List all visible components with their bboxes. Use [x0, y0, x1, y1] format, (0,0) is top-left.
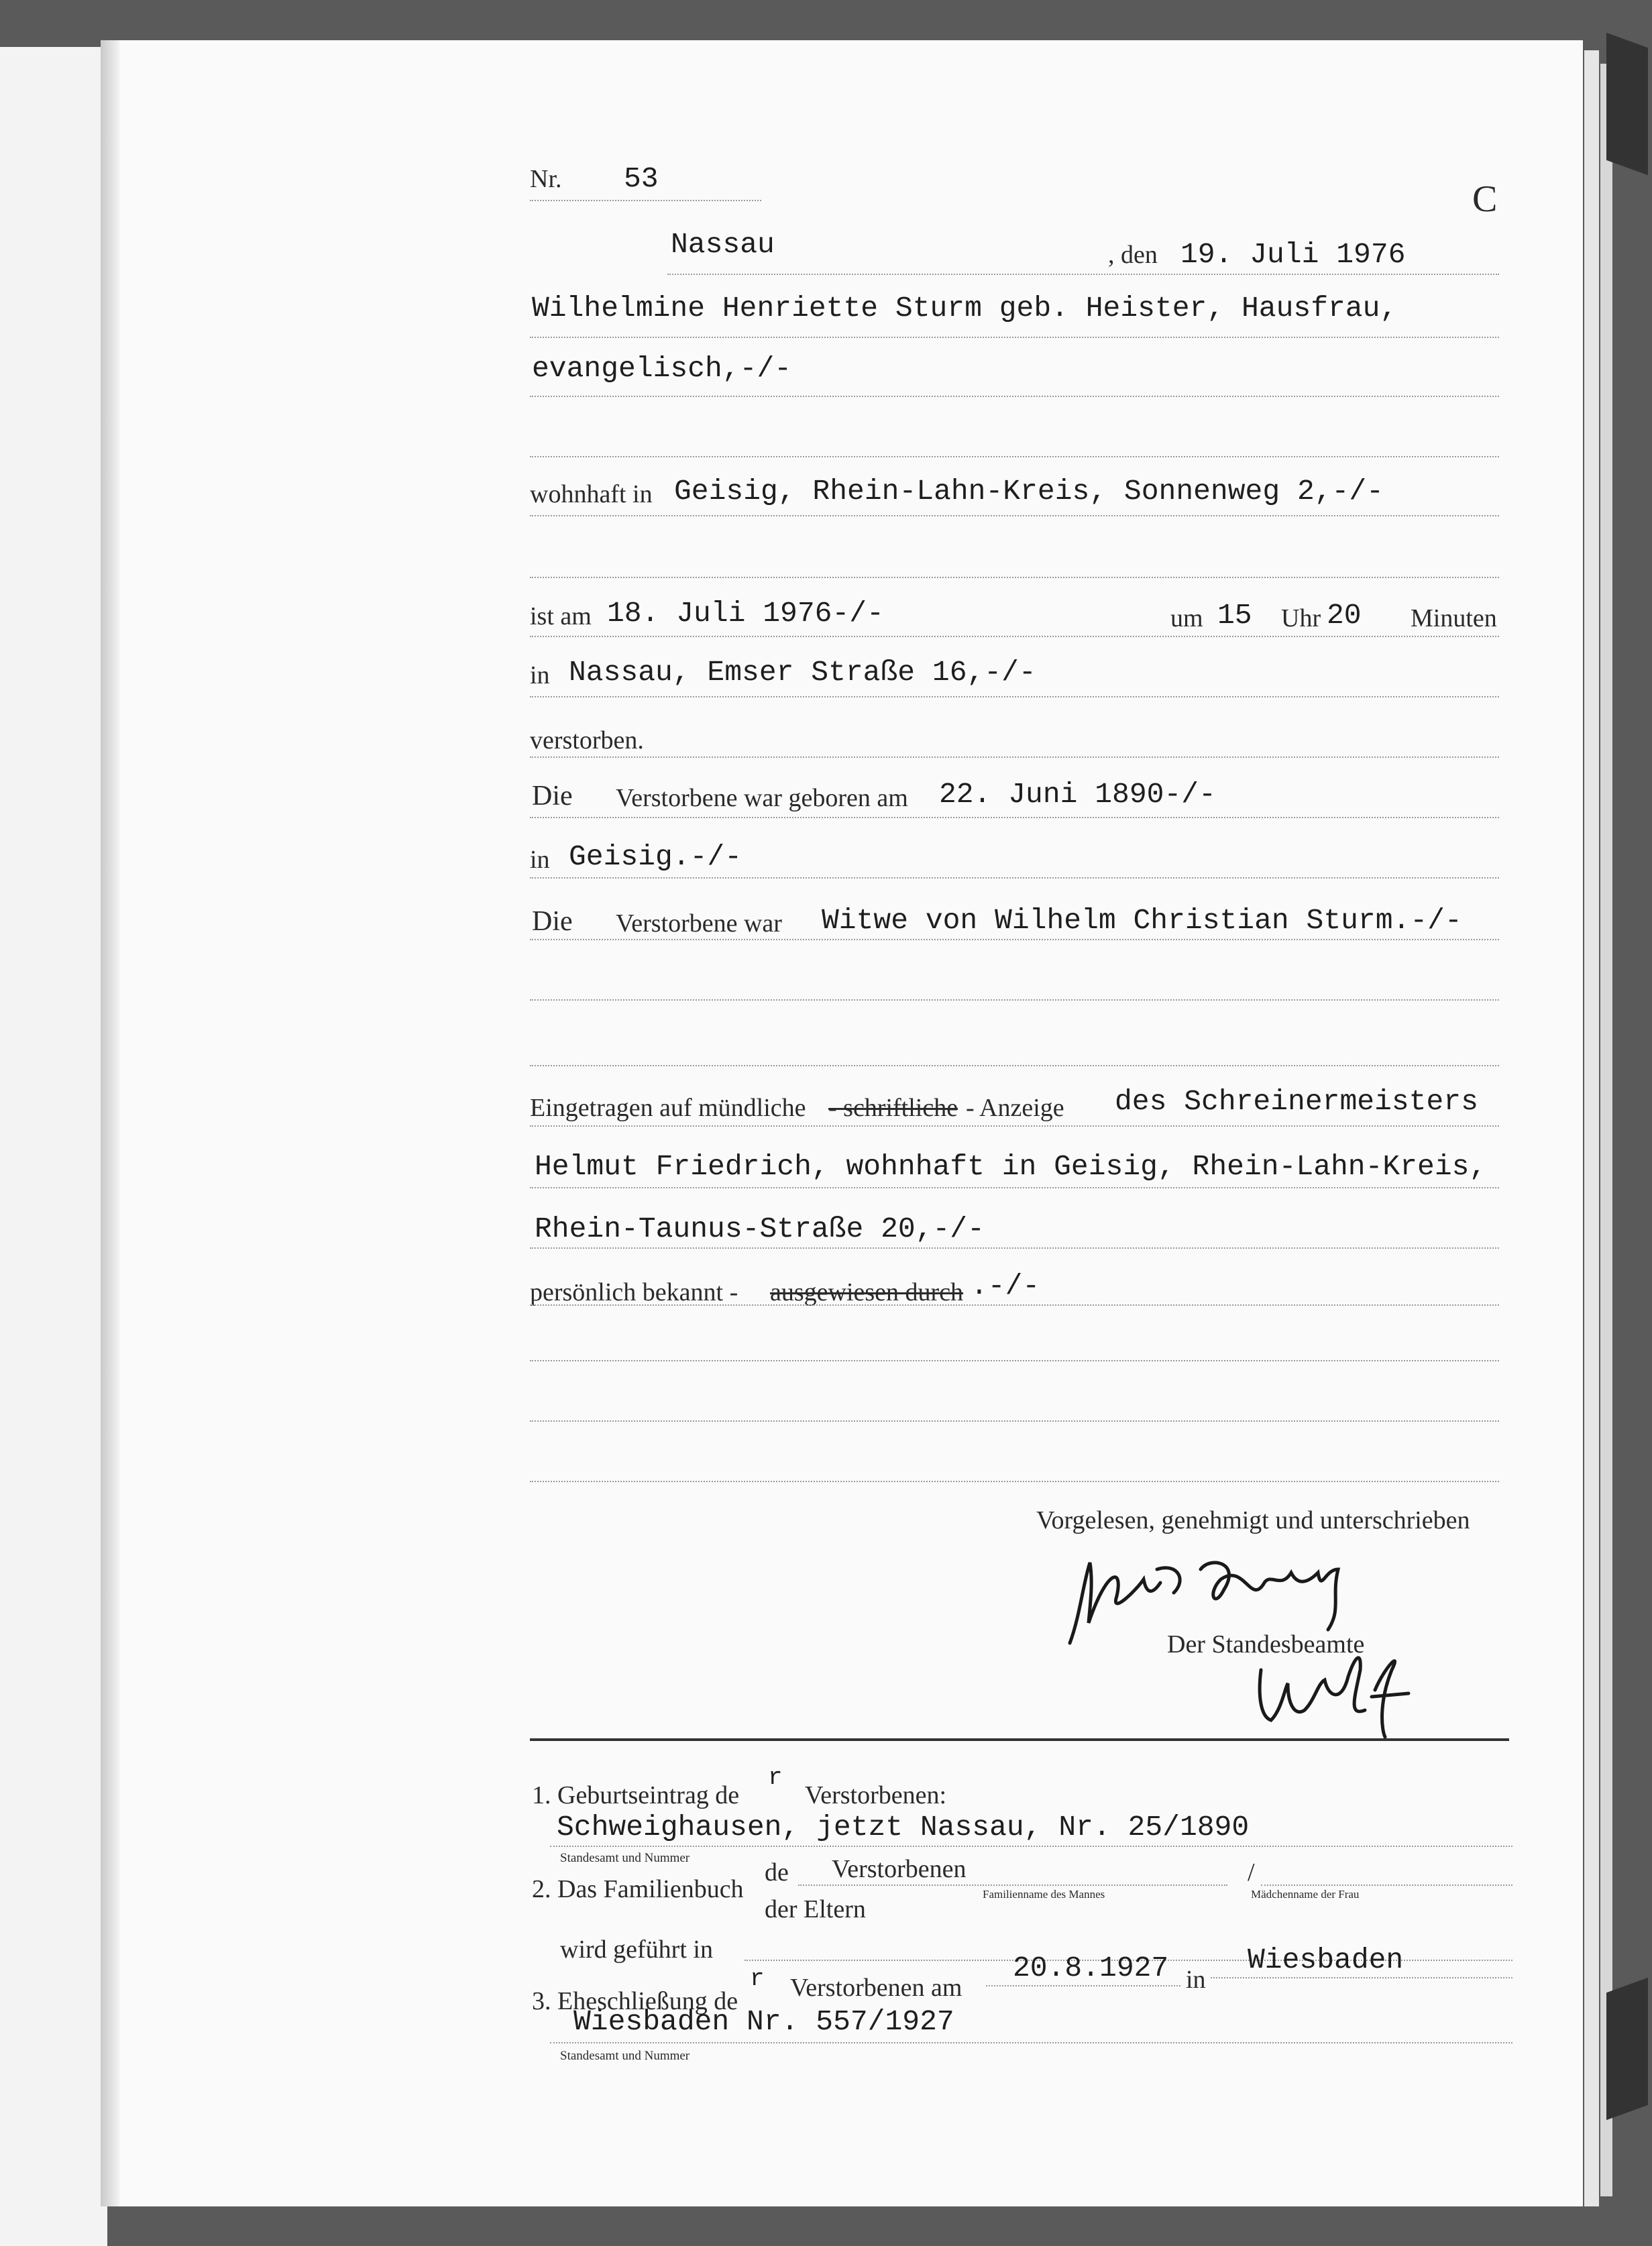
- dotted-line: [986, 1985, 1180, 1986]
- den-label: , den: [1108, 241, 1158, 269]
- informant-line-3: Rhein-Taunus-Straße 20,-/-: [535, 1213, 985, 1245]
- anzeige-label: - Anzeige: [966, 1094, 1064, 1122]
- dotted-line: [530, 1187, 1499, 1188]
- dotted-line: [530, 515, 1499, 516]
- dotted-line: [798, 1885, 1227, 1886]
- place: Nassau: [671, 228, 775, 261]
- dotted-line: [530, 200, 761, 201]
- nr-label: Nr.: [530, 165, 562, 193]
- birth-place: Geisig.-/-: [569, 840, 742, 873]
- section-divider: [530, 1738, 1509, 1741]
- birth-date: 22. Juni 1890-/-: [939, 778, 1216, 811]
- note-3-label: 3. Eheschließung de: [532, 1987, 738, 2015]
- death-minutes: 20: [1327, 599, 1362, 632]
- dotted-line: [530, 696, 1499, 697]
- minuten-label: Minuten: [1411, 604, 1497, 632]
- dotted-line: [550, 2042, 1512, 2043]
- dotted-line: [530, 1247, 1499, 1249]
- dotted-line: [530, 1125, 1499, 1127]
- dotted-line: [1211, 1977, 1512, 1978]
- note-2-label: 2. Das Familienbuch: [532, 1875, 744, 1903]
- uhr-label: Uhr: [1281, 604, 1321, 632]
- born-label: Verstorbene war geboren am: [616, 784, 908, 812]
- book-gutter: [101, 40, 119, 2206]
- dotted-line: [530, 1065, 1499, 1066]
- in-label: in: [530, 661, 550, 689]
- dotted-line: [550, 1846, 1512, 1847]
- dotted-line: [667, 274, 1499, 275]
- wohnhaft-label: wohnhaft in: [530, 480, 653, 508]
- familienname-caption: Familienname des Mannes: [983, 1888, 1105, 1901]
- register-letter: C: [1472, 178, 1498, 220]
- dotted-line: [530, 636, 1499, 637]
- note-3-tail: Verstorbenen am: [790, 1974, 962, 2002]
- dotted-line: [1261, 1885, 1512, 1886]
- entry-number: 53: [624, 162, 659, 195]
- death-hour: 15: [1217, 599, 1252, 632]
- note-1-label: 1. Geburtseintrag de: [532, 1781, 740, 1809]
- left-page-edge: [0, 47, 107, 2246]
- informant-line-1: des Schreinermeisters: [1115, 1085, 1478, 1118]
- dotted-line: [530, 1420, 1499, 1422]
- dotted-line: [530, 1481, 1499, 1482]
- dotted-line: [530, 999, 1499, 1001]
- note-2-gefuehrt: wird geführt in: [560, 1935, 713, 1964]
- ist-am-label: ist am: [530, 602, 592, 630]
- note-2-verstorbenen: Verstorbenen: [832, 1855, 967, 1883]
- standesbeamte-label: Der Standesbeamte: [1167, 1630, 1365, 1659]
- note-3-value: Wiesbaden Nr. 557/1927: [573, 2005, 954, 2038]
- dotted-line: [530, 337, 1499, 338]
- die-label: Die: [532, 781, 573, 811]
- dotted-line: [530, 1304, 1499, 1306]
- standesamt-nummer-caption: Standesamt und Nummer: [560, 1851, 690, 1865]
- dotted-line: [530, 456, 1499, 457]
- note-1-sup: r: [768, 1764, 783, 1791]
- bekannt-label: persönlich bekannt -: [530, 1278, 738, 1306]
- deceased-line-1: Wilhelmine Henriette Sturm geb. Heister, Hausfrau,: [532, 292, 1398, 325]
- note-3-in: in: [1186, 1966, 1206, 1994]
- page-stack-edge: [1600, 64, 1612, 2196]
- maedchenname-caption: Mädchenname der Frau: [1251, 1888, 1360, 1901]
- death-place: Nassau, Emser Straße 16,-/-: [569, 656, 1036, 689]
- ausgewiesen-struck: ausgewiesen durch: [770, 1278, 964, 1306]
- standesamt-nummer-caption: Standesamt und Nummer: [560, 2049, 690, 2063]
- die-label: Die: [532, 906, 573, 937]
- residence: Geisig, Rhein-Lahn-Kreis, Sonnenweg 2,-/-: [674, 475, 1384, 508]
- page-stack-edge: [1584, 50, 1599, 2206]
- note-1-tail: Verstorbenen:: [805, 1781, 947, 1809]
- book-corner-bottom: [1606, 1978, 1648, 2121]
- verstorben-label: verstorben.: [530, 726, 644, 754]
- note-3-sup: r: [750, 1965, 765, 1992]
- um-label: um: [1170, 604, 1203, 632]
- entry-date: 19. Juli 1976: [1180, 238, 1406, 271]
- note-3-date: 20.8.1927: [1013, 1952, 1169, 1984]
- dotted-line: [530, 817, 1499, 818]
- dotted-line: [530, 1360, 1499, 1361]
- death-date: 18. Juli 1976-/-: [607, 597, 884, 630]
- dotted-line: [530, 939, 1499, 940]
- book-corner-top: [1606, 33, 1648, 176]
- note-1-value: Schweighausen, jetzt Nassau, Nr. 25/1890: [557, 1811, 1250, 1844]
- dotted-line: [530, 756, 1499, 758]
- eingetragen-label: Eingetragen auf mündliche: [530, 1094, 806, 1122]
- dotted-line: [530, 396, 1499, 397]
- informant-line-2: Helmut Friedrich, wohnhaft in Geisig, Rhein-Lahn-Kreis,: [535, 1150, 1487, 1183]
- marital-status: Witwe von Wilhelm Christian Sturm.-/-: [822, 904, 1462, 937]
- dotted-line: [530, 577, 1499, 578]
- registrar-signature: [1248, 1643, 1422, 1744]
- note-2-de: de: [765, 1858, 789, 1887]
- verstorbene-war-label: Verstorbene war: [616, 909, 782, 938]
- note-2-slash: /: [1248, 1858, 1255, 1887]
- dotted-line: [530, 877, 1499, 879]
- schriftliche-struck: - schriftliche: [828, 1094, 958, 1122]
- deceased-line-2: evangelisch,-/-: [532, 352, 792, 385]
- in-label: in: [530, 846, 550, 874]
- note-2-eltern: der Eltern: [765, 1895, 866, 1923]
- bekannt-tail: .-/-: [971, 1270, 1040, 1302]
- vorgelesen-label: Vorgelesen, genehmigt und unterschrieben: [1036, 1506, 1470, 1534]
- note-3-place: Wiesbaden: [1248, 1944, 1404, 1976]
